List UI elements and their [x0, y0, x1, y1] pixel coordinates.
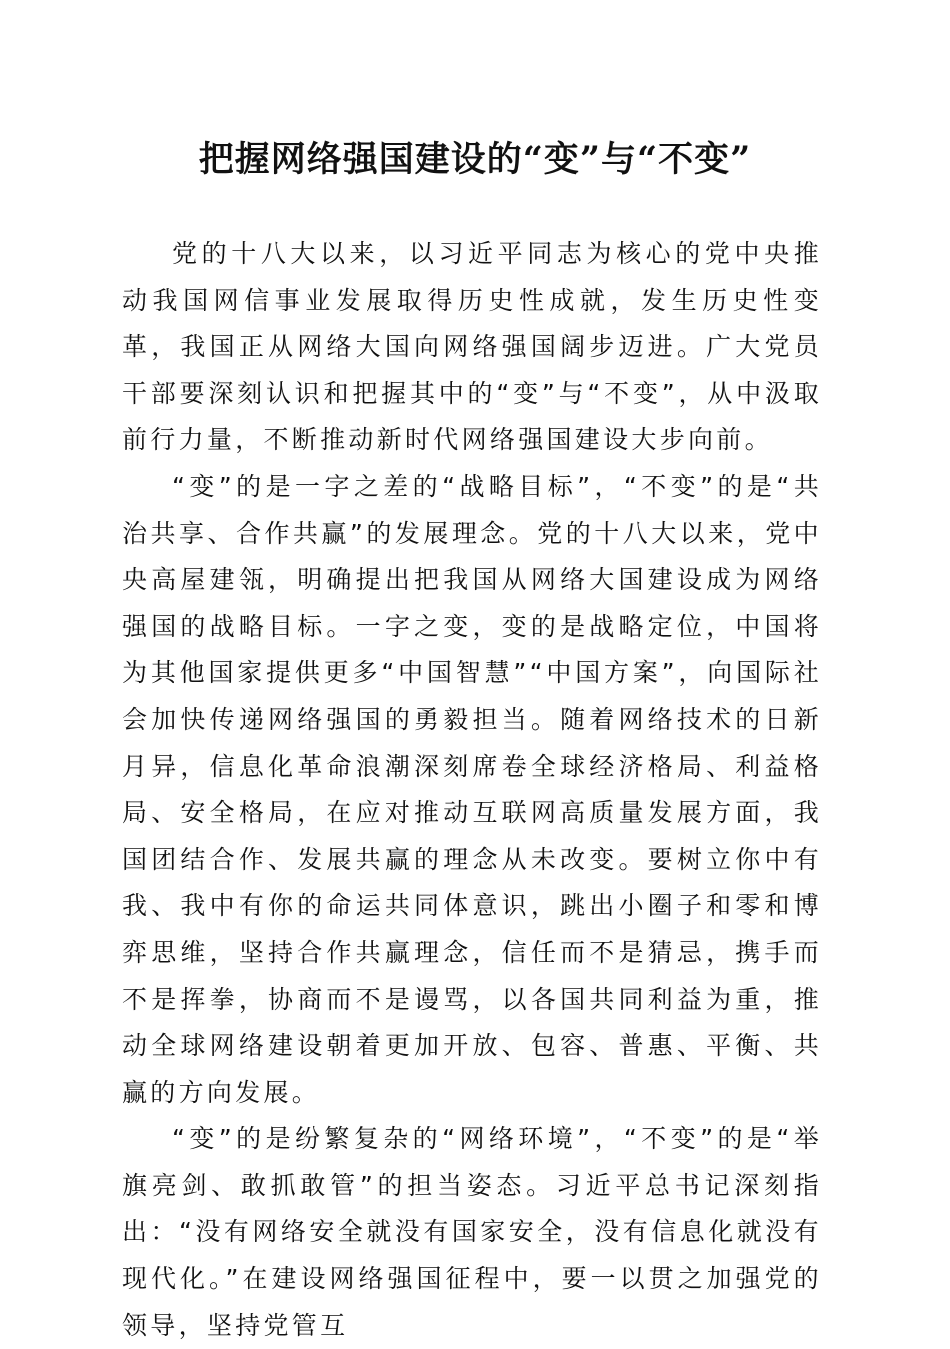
- document-body: [122, 231, 822, 1349]
- document-title: 把握网络强国建设的“变”与“不变”: [198, 139, 752, 180]
- paragraph-2: “变”的是一字之差的“战略目标”，“不变”的是“共治共享、合作共赢”的发展理念。党的十八大以来，党中央高屋建瓴，明确提出把我国从网络大国建设成为网络强国的战略目标。一字之变，变的是战略定位，中国将为其他国家提供更多“中国智慧”“中国方案”，向国际社会加快传递网络强国的勇毅担当。随着网络技术的日新月异，信息化革命浪潮深刻席卷全球经济格局、利益格局、安全格局，在应对推动互联网高质量发展方面，我国团结合作、发展共赢的理念从未改变。要树立你中有我、我中有你的命运共同体意识，跳出小圈子和零和博弈思维，坚持合作共赢理念，信任而不是猜忌，携手而不是挥拳，协商而不是谩骂，以各国共同利益为重，推动全球网络建设朝着更加开放、包容、普惠、平衡、共赢的方向发展。: [122, 471, 822, 1107]
- paragraph-3: “变”的是纷繁复杂的“网络环境”，“不变”的是“举旗亮剑、敢抓敢管”的担当姿态。习近平总书记深刻指出：“没有网络安全就没有国家安全，没有信息化就没有现代化。”在建设网络强国征程中，要一以贯之加强党的领导，坚持党管互: [122, 1124, 822, 1340]
- paragraph-1: 党的十八大以来，以习近平同志为核心的党中央推动我国网信事业发展取得历史性成就，发生历史性变革，我国正从网络大国向网络强国阔步迈进。广大党员干部要深刻认识和把握其中的“变”与“不变”，从中汲取前行力量，不断推动新时代网络强国建设大步向前。: [122, 239, 822, 455]
